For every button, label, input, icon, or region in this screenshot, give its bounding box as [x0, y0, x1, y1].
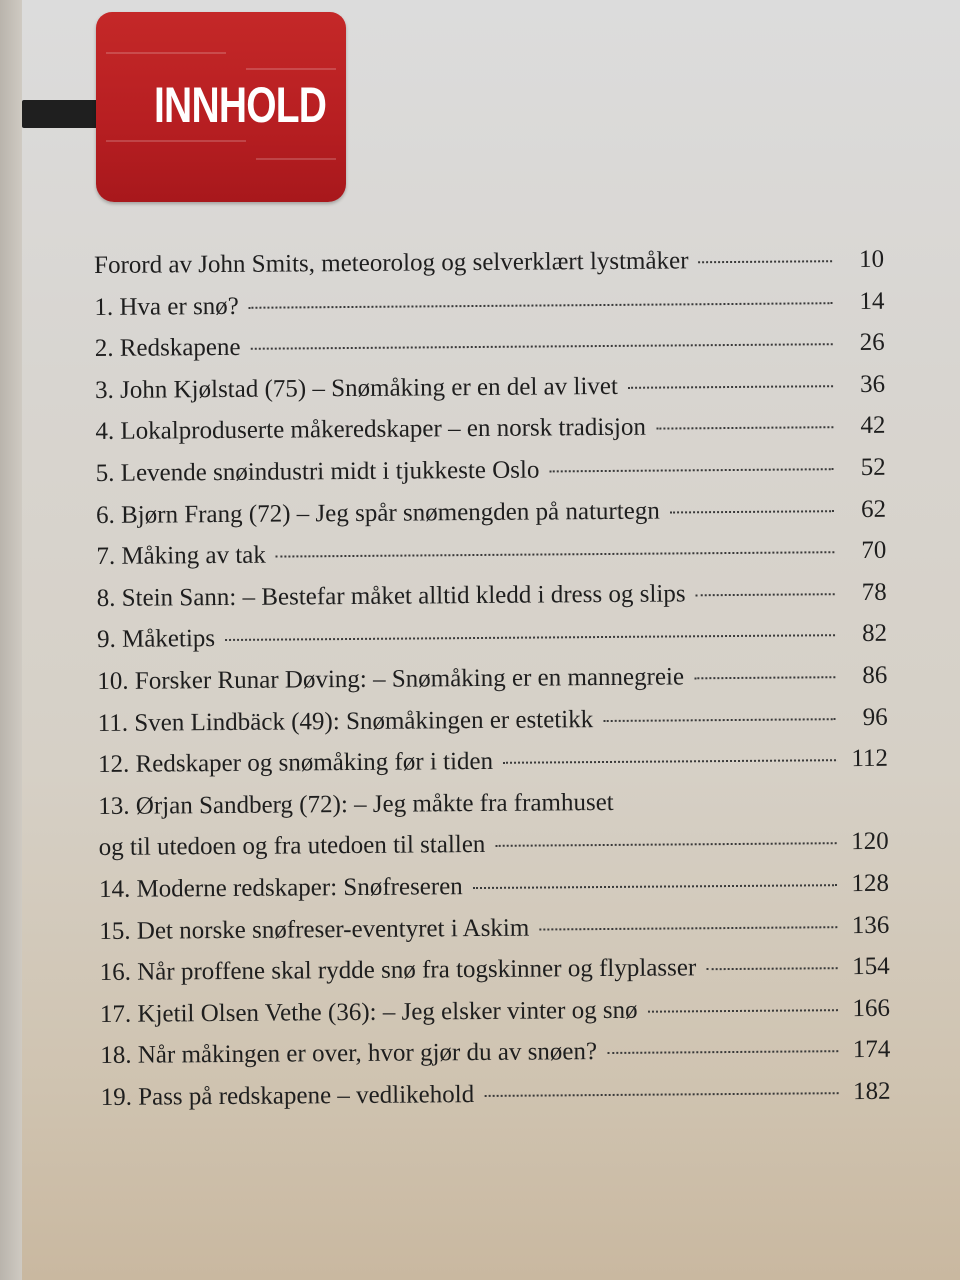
- toc-entry-title: 5. Levende snøindustri midt i tjukkeste Oslo: [95, 456, 540, 487]
- dot-leader: [249, 302, 833, 309]
- toc-entry-title: 17. Kjetil Olsen Vethe (36): – Jeg elsker vinter og snø: [99, 996, 638, 1028]
- toc-entry: [97, 620, 887, 668]
- toc-entry: [100, 994, 890, 1042]
- toc-entry: [95, 371, 885, 419]
- toc-entry: [96, 537, 886, 585]
- toc-entry-title: 9. Måketips: [96, 625, 216, 654]
- toc-entry: [98, 786, 888, 834]
- toc-entry-page: 78: [861, 578, 887, 606]
- dot-leader: [539, 926, 837, 930]
- dot-leader: [549, 468, 833, 472]
- toc-entry-page: 174: [852, 1036, 891, 1064]
- toc-entry-title: 16. Når proffene skal rydde snø fra togskinner og flyplasser: [99, 954, 697, 987]
- toc-entry: [100, 1036, 890, 1084]
- dot-leader: [276, 551, 835, 557]
- toc-entry: [96, 454, 886, 502]
- toc-entry-title: 14. Moderne redskaper: Snøfreseren: [98, 873, 463, 903]
- toc-entry: [99, 870, 889, 918]
- toc-entry-page: 52: [860, 453, 886, 481]
- toc-entry-page: 136: [851, 911, 890, 939]
- dot-leader: [251, 343, 833, 350]
- toc-entry-title: 8. Stein Sann: – Bestefar måket alltid kledd i dress og slips: [96, 580, 686, 612]
- page-spine-edge: [0, 0, 22, 1280]
- toc-entry-title: 7. Måking av tak: [96, 541, 266, 571]
- dot-leader: [484, 1092, 838, 1097]
- toc-entry-page: 14: [859, 287, 885, 315]
- dot-leader: [694, 676, 835, 679]
- toc-entry: [97, 662, 887, 710]
- toc-entry-page: 10: [858, 245, 885, 273]
- toc-entry-title: 10. Forsker Runar Døving: – Snømåking er en mannegreie: [97, 663, 685, 695]
- toc-entry-page: 36: [859, 370, 886, 398]
- toc-entry-title: 19. Pass på redskapene – vedlikehold: [100, 1080, 475, 1111]
- toc-entry-title: 3. John Kjølstad (75) – Snømåking er en del av livet: [94, 372, 619, 404]
- toc-entry-page: 70: [861, 536, 887, 565]
- toc-entry: [98, 745, 888, 793]
- toc-entry-page: 42: [860, 412, 886, 440]
- toc-entry-page: 96: [862, 703, 888, 731]
- blade-rib: [246, 68, 336, 70]
- toc-entry: [101, 1078, 891, 1126]
- toc-entry-title: 13. Ørjan Sandberg (72): – Jeg måkte fra framhuset: [98, 788, 614, 820]
- toc-entry-title: 11. Sven Lindbäck (49): Snømåkingen er estetikk: [97, 705, 594, 737]
- toc-entry: [97, 579, 887, 627]
- toc-entry: [95, 412, 885, 460]
- dot-leader: [225, 635, 835, 642]
- toc-entry-title: og til utedoen og fra utedoen til stallen: [98, 831, 486, 862]
- toc-entry-title: 6. Bjørn Frang (72) – Jeg spår snømengden på naturtegn: [95, 497, 660, 529]
- dot-leader: [628, 385, 833, 389]
- toc-entry: [99, 911, 889, 959]
- toc-entry: [99, 828, 889, 876]
- toc-entry-page: 128: [851, 869, 890, 897]
- dot-leader: [607, 1050, 838, 1054]
- blade-rib: [106, 140, 246, 142]
- dot-leader: [503, 759, 836, 764]
- book-page: [22, 0, 960, 1280]
- toc-entry-title: 4. Lokalproduserte måkeredskaper – en norsk tradisjon: [95, 414, 647, 446]
- dot-leader: [698, 260, 832, 263]
- toc-entry-page: 26: [859, 328, 885, 357]
- toc-entry: [95, 329, 885, 377]
- contents-heading: INNHOLD: [154, 77, 327, 133]
- toc-entry-title: 15. Det norske snøfreser-eventyret i Askim: [99, 914, 530, 945]
- dot-leader: [648, 1009, 838, 1012]
- toc-entry-page: 86: [862, 661, 888, 689]
- dot-leader: [473, 884, 837, 889]
- toc-entry-page: 120: [851, 828, 889, 856]
- toc-entry: [96, 495, 886, 543]
- toc-entry-page: 82: [861, 620, 888, 648]
- table-of-contents: [94, 246, 891, 1126]
- toc-entry-title: 12. Redskaper og snømåking før i tiden: [97, 748, 494, 779]
- toc-entry-page: 166: [852, 994, 891, 1022]
- toc-entry-title: 2. Redskapene: [94, 334, 241, 363]
- dot-leader: [696, 593, 835, 596]
- toc-entry: [98, 703, 888, 751]
- dot-leader: [706, 967, 837, 970]
- toc-entry: [94, 246, 884, 294]
- blade-rib: [106, 52, 226, 54]
- toc-entry-page: 112: [851, 744, 889, 773]
- toc-entry-page: 182: [853, 1077, 891, 1105]
- dot-leader: [656, 427, 833, 430]
- blade-rib: [256, 158, 336, 160]
- shovel-blade-graphic: [96, 12, 346, 202]
- toc-entry-title: 18. Når måkingen er over, hvor gjør du av snøen?: [100, 1038, 598, 1070]
- toc-entry-page: 62: [860, 495, 887, 523]
- toc-entry-title: 1. Hva er snø?: [94, 292, 239, 321]
- dot-leader: [670, 510, 834, 513]
- dot-leader: [603, 718, 836, 722]
- toc-entry-title: Forord av John Smits, meteorolog og selverklært lystmåker: [94, 247, 689, 279]
- toc-entry-page: 154: [852, 952, 890, 981]
- dot-leader: [495, 842, 836, 847]
- toc-entry: [100, 953, 890, 1001]
- toc-entry: [94, 287, 884, 335]
